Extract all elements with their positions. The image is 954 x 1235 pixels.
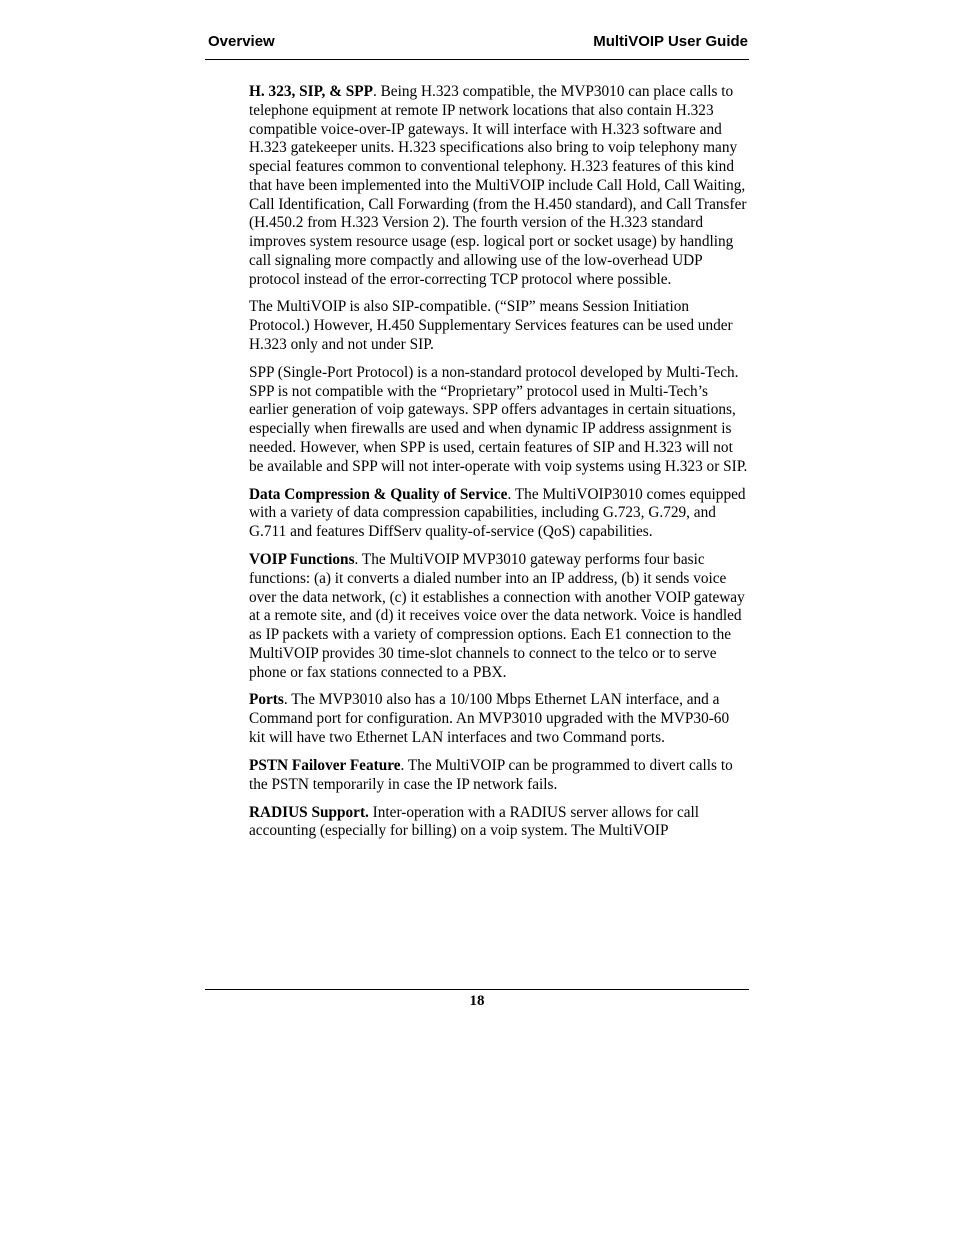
paragraph-h323-sip-spp xyxy=(249,83,749,289)
footer-divider xyxy=(205,989,749,990)
paragraph-text: The MultiVOIP is also SIP-compatible. (“SIP” means Session Initiation Protocol.) However, H.450 Supplementary Services features can be used under H.323 only and not under SIP. xyxy=(249,298,733,353)
header-guide-title: MultiVOIP User Guide xyxy=(593,33,748,50)
paragraph-heading: Ports xyxy=(249,691,284,709)
paragraph-heading: VOIP Functions xyxy=(249,551,355,568)
paragraph-text: . The MVP3010 also has a 10/100 Mbps Ethernet LAN interface, and a Command port for configuration. An MVP3010 upgraded with the MVP30-60 kit will have two Ethernet LAN interfaces and two Command ports. xyxy=(249,691,730,746)
paragraph-text: Inter-operation with a RADIUS server allows for call accounting (especially for billing) on a voip system. The MultiVOIP xyxy=(249,803,700,840)
paragraph-text: . The MultiVOIP3010 comes equipped with a variety of data compression capabilities, including G.723, G.729, and G.711 and features DiffServ quality-of-service (QoS) capabilities. xyxy=(249,485,746,541)
paragraph-heading: H. 323, SIP, & SPP xyxy=(249,83,373,100)
page-body xyxy=(249,83,749,850)
page-header xyxy=(207,33,748,53)
paragraph-voip-functions xyxy=(249,551,749,682)
paragraph-pstn-failover xyxy=(249,757,749,795)
page-number: 18 xyxy=(469,993,485,1009)
paragraph-heading: Data Compression & Quality of Service xyxy=(249,485,508,503)
paragraph-data-compression xyxy=(249,486,749,542)
paragraph-text: SPP (Single-Port Protocol) is a non-standard protocol developed by Multi-Tech. SPP is not compatible with the “Proprietary” protocol used in Multi-Tech’s earlier generation of voip gateways. SPP offers advantages in certain situations, especially when firewalls are used and when dynamic IP address assignment is needed. However, when SPP is used, certain features of SIP and H.323 will not be available and SPP will not inter-operate with voip systems using H.323 or SIP. xyxy=(249,363,748,475)
paragraph-heading: RADIUS Support. xyxy=(249,803,369,821)
paragraph-radius-support xyxy=(249,804,749,842)
paragraph-text: . The MultiVOIP MVP3010 gateway performs four basic functions: (a) it converts a dialed number into an IP address, (b) it sends voice over the data network, (c) it establishes a connection with another VOIP gateway at a remote site, and (d) it receives voice over the data network. Voice is handled as IP packets with a variety of compression options. Each E1 connection to the MultiVOIP provides 30 time-slot channels to connect to the telco or to serve phone or fax stations connected to a PBX. xyxy=(249,551,745,681)
paragraph-heading: PSTN Failover Feature xyxy=(249,756,401,774)
paragraph-text: . The MultiVOIP can be programmed to divert calls to the PSTN temporarily in case the IP network fails. xyxy=(249,756,733,793)
paragraph-text: . Being H.323 compatible, the MVP3010 can place calls to telephone equipment at remote IP network locations that also contain H.323 compatible voice-over-IP gateways. It will interface with H.323 software and H.323 gatekeeper units. H.323 specifications also bring to voip telephony many special features common to conventional telephony. H.323 features of this kind that have been implemented into the MultiVOIP include Call Hold, Call Waiting, Call Identification, Call Forwarding (from the H.450 standard), and Call Transfer (H.450.2 from H.323 Version 2). The fourth version of the H.323 standard improves system resource usage (esp. logical port or socket usage) by handling call signaling more compactly and allowing use of the low-overhead UDP protocol instead of the error-correcting TCP protocol where possible. xyxy=(249,83,747,288)
header-divider xyxy=(205,59,749,60)
paragraph-spp xyxy=(249,364,749,477)
paragraph-ports xyxy=(249,691,749,747)
paragraph-sip xyxy=(249,298,749,354)
header-section-title: Overview xyxy=(208,33,275,50)
